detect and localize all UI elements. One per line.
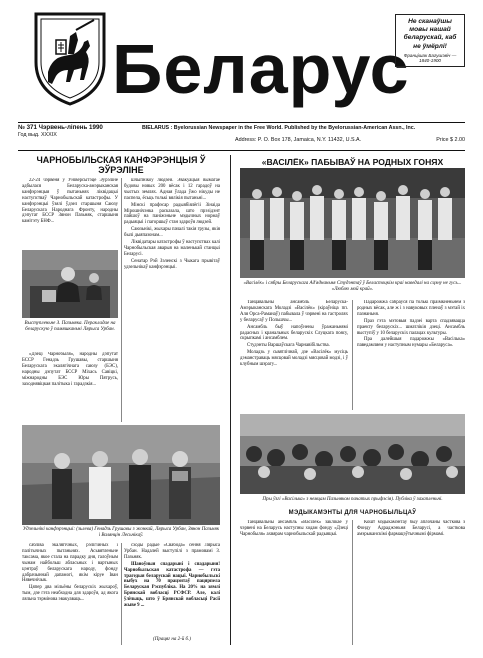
audience-photo-caption: Пры ўзгі «Васілька» з немцам Пазьняком пачатых прыфэсія). Публіка ў захапленьні. [262, 497, 443, 502]
left-article-col2b-text [124, 543, 220, 635]
paragraph: Студэнты Варшаўскага Чарнавібільства. [247, 343, 330, 349]
article-divider [230, 155, 231, 645]
left-article-col1b-text [22, 352, 118, 422]
paragraph: Ліквідатары катастрофы ў наступствах калі Чарнобыльская аварыя на маленькай станцыі Беларусі. [124, 240, 220, 257]
publisher-line: BIELARUS : Byelorussian Newspaper in the Free World. Published by the Byelorussian-American Assn., Inc. [142, 125, 416, 131]
paragraph: Цяпер два мільёны беларускіх жыхароў, тым, дзе гэта неабходна для здароўя, ад якога ляльна тэрмінова эвакуаваць... [22, 585, 118, 603]
paragraph: Танцавальны ансамбль «Васілёк» заклікае у чэрвені на Беларусь наступны ходам фонду «Дзеці Чарнобыля» ахвярам чарнобыльскай радыяцыі. [240, 520, 348, 537]
slogan-attribution: Францішак Багушэвіч — 1840-1900 [403, 52, 457, 64]
column-divider [352, 300, 353, 410]
paragraph: сходы радыё «Свабода» сёння Лярыса Урбан. Надалей выступілі з прамовамі З. Пазьняк. [124, 543, 220, 560]
slogan-text: Не сканаўшы мовы нашай беларускай, каб не ўмёрлі! [403, 18, 457, 50]
paragraph: Сенатар Рэй Зэленскі з Чыкага прывітаў удзельнікаў канфэрэнцыі. [124, 258, 220, 270]
paragraph: Кошт мэдыкамэнтаў быў аплочаны часткова з Фонду Адраджэньня Беларусі, а часткова амэрыканскімі фармацэўтычнымі фірмамі. [357, 520, 465, 537]
masthead-rule-top [18, 122, 465, 123]
paragraph: шчыпнікоў людзей. Эвакуацыя вымагае будовы новых 200 вёсак і 12 гарадоў на чыстых землях. Адная ўлада ўжо нікуды не паспела, ёсьць толькі вялікія пытаньні... [124, 178, 220, 201]
paragraph: сабліва экалягічных, рэлігійных і палітычных пытаньнях. Асьвятленьне таксама, якое стала на парадку дня, галоўным чынам найбольш абласьных і вартыных цэнтраў беларускага народу, фонду дабрачыннай дапамогі, якім кіруе Іван Нявечнічык. [22, 543, 118, 584]
address-line: Address: P. O. Box 178, Jamaica, N.Y. 11432, U.S.A. [235, 137, 362, 143]
column-divider [352, 520, 353, 645]
paragraph: Моладзь у сьвятлічнай, дзе «Васілёк» мусіць дэманстраваць мясцовай моладзі мясцовай модзі, і ў клубным шэрагу... [240, 350, 348, 368]
paragraph: Шаноўныя спадарыні і спадарыня! Чарнобыльская катастрофа — гэта трагедыя беларускай нацыі. Чарнобыльскі выбух на 70 працэнтаў пацярпела Беларуская Рэспубліка. На 20% на зямлі Брянскай вобласці РСФСР. Але, калі ўлічыць, што ў Брянскай вобласьці Расіі жыве 9 ... [124, 561, 220, 609]
medicine-col2-text [357, 520, 465, 645]
paragraph: Падарожжа сабраўся па толькі праімкненьнем з родных вёсак, але ж і з навуковых пленаў з мэтай іх пазнаньня. [357, 300, 465, 317]
left-article-col2-text [124, 178, 220, 422]
conference-participants-photo [22, 425, 220, 525]
audience-photo [240, 414, 465, 494]
paragraph: «Дзеці Чарнобыля», народны дэпутат БССР Генадзь Грушавы, старшыня Беларускага экалягічнага саюзу (БЭС), народны дэпутат БССР Міхась Савіцкі, міжнародны БЭС Юры Пятрусь, заходнявіцкая палітыка і гарадзкія... [22, 352, 118, 387]
conference-speaker-photo [22, 250, 118, 318]
masthead-rule-bottom [18, 150, 465, 151]
medicine-col1-text [240, 520, 348, 645]
masthead-slogan [395, 14, 465, 67]
right-article-col2-text [357, 300, 465, 410]
left-article-col1-text [22, 178, 118, 248]
paragraph: Праз гэта мэтовыя падзеі варта спадзявацца праекту беларускіх... шматлікія дзеці. Ансамбль выступіў у 10 беларускіх палацах культуры. [357, 318, 465, 336]
left-article-headline: ЧАРНОБЫЛЬСКАЯ КАНФЭРЭНЦЫЯ Ў ЭЎРЭЛІНЕ [36, 155, 206, 175]
column-divider [121, 543, 122, 645]
ensemble-photo-caption: «Васілёк» і сябры Беларускага Ад'яднаньня Студэнтаў ў Беластоцкім краі наведалі на сцэну не гусь... «Люблю мой край». [243, 281, 462, 292]
masthead-title: Беларус [112, 30, 410, 108]
column-divider [121, 178, 122, 422]
issue-year: Год выд. XXXIX [18, 132, 57, 138]
issue-number: № 371 Чэрвень-ліпень 1990 [18, 124, 103, 131]
paragraph: Пра далейшыя падарожжы «Васілька» паведамляем у наступным нумары «Беларуса». [357, 337, 465, 349]
paragraph: Танцавальны ансамбль Беларуска-Амэрыканскага Моладзі «Васілёк» (кіраўніца пп. Аля Орса-Раманаў) пабывала ў чэрвені на гастролях у беларусаў у Польшчы... [240, 300, 348, 323]
paragraph: Ансамбль быў напоўнены ўражаньнямі радасных і кранальных беларускіх Слуцкага поясу, скрыпкамі і ансамблем. [240, 324, 348, 342]
paragraph: Мінскі прафэсар радыябіялёгіі Зінаіда Мірошнічэнка расказала, што прэзідэнт пайшоў на паніжэньне мэдычных нормаў радыяцыі і пагоршыў стан здароўя людзей. [124, 202, 220, 226]
paragraph: 22-24 чэрвеня ў Ўніверсытэце Эўрэліне адбылася Беларуска-амэрыканская канфэрэнцыя ў пытаньнях ліквідацыі наступстваў Чарнобыльскай катастрофы. У канфэрэнцыі ўзялі ўдзел старшыня Саюзу Беларускага Народнага Фронту, народны дэпутат БССР Зянон Пазьняк, старшыня камітэту БНФ... [22, 178, 118, 225]
right-article-headline: «ВАСІЛЁК» ПАБЫВАЎ НА РОДНЫХ ГОНЯХ [261, 157, 444, 167]
speaker-photo-caption: Выступленьне З. Пазьняка. Перакладае на беларускую ў памяшканьні Лярыса Урбан. [24, 321, 116, 332]
participants-photo-caption: Удзельнікі канфэрэнцыі: (зьлева) Генадзь Грушавы з жонкай, Лярыса Урбан, Зянон Пазьняк і Валянцін Лесьнікаў. [22, 527, 220, 538]
price: Price $ 2.00 [436, 137, 465, 143]
continued-note: (Працяг на 2-й б.) [153, 637, 191, 642]
issue-info [18, 124, 138, 150]
right-article-col1-text [240, 300, 348, 410]
pahonia-coat-of-arms-icon [30, 10, 110, 106]
left-article-col1c-text [22, 543, 118, 645]
medicine-subheadline: МЭДЫКАМЭНТЫ ДЛЯ ЧАРНОБЫЛЬЦАЎ [288, 510, 417, 516]
paragraph: Саюзьнікі, жыхары пачалі такія грузы, якія былі дыяпазонам... [124, 227, 220, 239]
vasilok-ensemble-photo [240, 168, 465, 278]
